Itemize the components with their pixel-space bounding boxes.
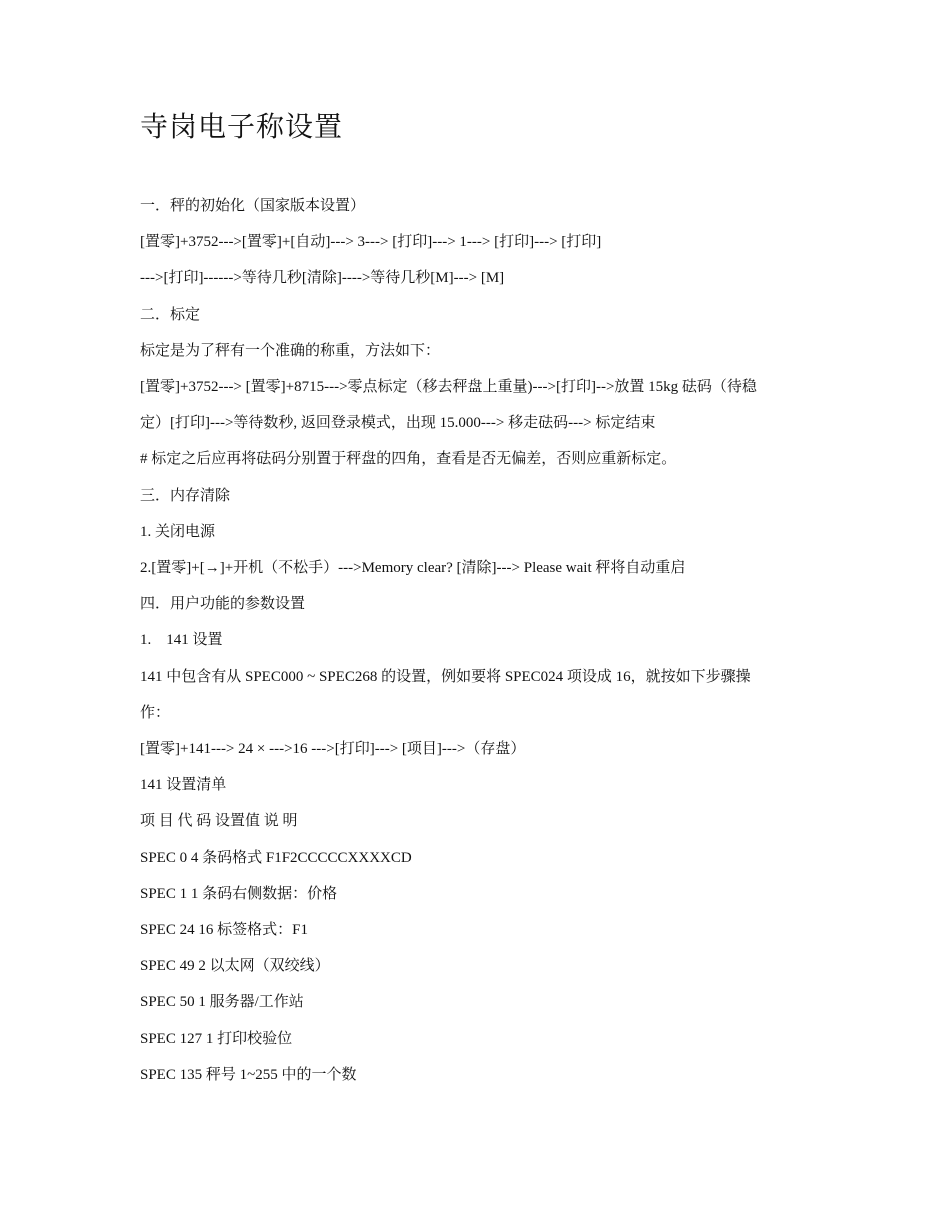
- note-line: # 标定之后应再将砝码分别置于秤盘的四角，查看是否无偏差，否则应重新标定。: [140, 451, 677, 468]
- list-item: SPEC 50 1 服务器/工作站: [140, 994, 304, 1011]
- list-item: SPEC 127 1 打印校验位: [140, 1030, 293, 1047]
- section-heading-calibration: 二．标定: [140, 306, 201, 323]
- instruction-line: [置零]+3752---> [置零]+8715--->零点标定（移去秤盘上重量)--->[打印]-->放置 15kg 砝码（待稳: [140, 379, 757, 396]
- list-item: SPEC 0 4 条码格式 F1F2CCCCCXXXXCD: [140, 849, 412, 866]
- instruction-line: [置零]+3752--->[置零]+[自动]---> 3---> [打印]---> 1---> [打印]---> [打印]: [140, 234, 602, 251]
- instruction-line: 定）[打印]--->等待数秒, 返回登录模式，出现 15.000---> 移走砝码---> 标定结束: [140, 415, 656, 432]
- paragraph-line: 标定是为了秤有一个准确的称重，方法如下：: [140, 342, 441, 359]
- instruction-line: [置零]+141---> 24 × --->16 --->[打印]---> [项目]--->（存盘）: [140, 741, 526, 758]
- paragraph-line: 141 中包含有从 SPEC000 ~ SPEC268 的设置，例如要将 SPEC024 项设成 16，就按如下步骤操: [140, 668, 751, 685]
- step-line: 2.[置零]+[→]+开机（不松手）--->Memory clear? [清除]---> Please wait 秤将自动重启: [140, 560, 686, 577]
- list-item: SPEC 24 16 标签格式：F1: [140, 922, 308, 939]
- section-heading-initialization: 一．秤的初始化（国家版本设置）: [140, 198, 366, 214]
- section-heading-user-parameters: 四．用户功能的参数设置: [140, 596, 306, 613]
- list-heading: 141 设置清单: [140, 777, 227, 794]
- step-line: 1. 关闭电源: [140, 523, 216, 540]
- list-item: SPEC 49 2 以太网（双绞线）: [140, 958, 330, 975]
- section-heading-memory-clear: 三．内存清除: [140, 487, 231, 504]
- document-title: 寺岗电子称设置: [140, 112, 344, 143]
- list-item: SPEC 135 秤号 1~255 中的一个数: [140, 1066, 357, 1083]
- document-page: [140, 108, 820, 1093]
- instruction-line: --->[打印]------>等待几秒[清除]---->等待几秒[M]---> [M]: [140, 270, 505, 287]
- subsection-heading: 1. 141 设置: [140, 632, 223, 649]
- paragraph-line: 作：: [140, 704, 171, 721]
- list-column-header: 项 目 代 码 设置值 说 明: [140, 813, 298, 830]
- list-item: SPEC 1 1 条码右侧数据：价格: [140, 885, 338, 902]
